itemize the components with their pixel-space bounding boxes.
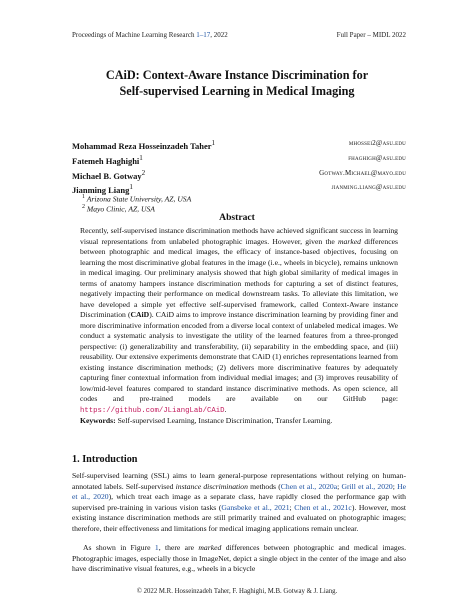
author-name: Mohammad Reza Hosseinzadeh Taher bbox=[72, 140, 212, 151]
author-email: mhossei2@asu.edu bbox=[348, 139, 406, 147]
running-header-left bbox=[72, 31, 228, 39]
citation-link[interactable]: Chen et al., 2021c bbox=[294, 502, 352, 512]
affiliation-text: Mayo Clinic, AZ, USA bbox=[86, 204, 155, 214]
header-year: , 2022 bbox=[210, 31, 228, 39]
affiliation-text: Arizona State University, AZ, USA bbox=[86, 194, 192, 204]
github-link[interactable]: https://github.com/JLiangLab/CAiD bbox=[80, 406, 225, 415]
author-2 bbox=[72, 154, 406, 166]
abstract-text: differences between photographic and medical images, the efficacy of instance-based objectives, focusing on learning the most discriminative global features in the image (i.e., wheels in bicycle), remains unknown in medical imaging. Our preliminary analysis showed that high global similarity of medical images in terms of anatomy hampers instance discrimination methods for capturing a set of distinct features, negatively impacting their performance on medical downstream tasks. To alleviate this limitation, we have developed a simple yet effective self-supervised framework, called Context-Aware instance Discrimination ( bbox=[80, 236, 398, 319]
abstract-text: . bbox=[224, 404, 227, 414]
paper-title bbox=[40, 68, 434, 99]
keywords-label: Keywords: bbox=[80, 416, 116, 425]
author-3 bbox=[72, 169, 406, 181]
author-email: jianming.liang@asu.edu bbox=[331, 183, 406, 191]
paragraph-emphasis: marked bbox=[198, 543, 222, 552]
title-line-2: Self-supervised Learning in Medical Imaging bbox=[119, 83, 355, 98]
affiliation-1 bbox=[82, 194, 191, 204]
author-affiliation-mark: 1 bbox=[129, 183, 133, 191]
author-name: Michael B. Gotway bbox=[72, 170, 142, 181]
author-name: Jianming Liang bbox=[72, 184, 130, 195]
header-venue: Proceedings of Machine Learning Research bbox=[72, 31, 197, 39]
citation-separator: ; bbox=[392, 481, 398, 491]
section-heading: 1. Introduction bbox=[72, 454, 138, 465]
affiliation-mark: 1 bbox=[82, 194, 85, 200]
paragraph-text: ), which treat each image as a separate class, have rapidly closed the performance gap with supervised pre-training in various vision tasks ( bbox=[72, 492, 407, 512]
abstract-acronym: CAiD bbox=[130, 310, 150, 319]
citation-link[interactable]: Grill et al., 2020 bbox=[341, 481, 393, 491]
paragraph-emphasis: instance discrimination bbox=[175, 481, 248, 491]
title-line-1: CAiD: Context-Aware Instance Discrimination for bbox=[105, 68, 369, 82]
abstract-body bbox=[80, 226, 398, 427]
keywords-text: Self-supervised Learning, Instance Discrimination, Transfer Learning. bbox=[115, 416, 333, 425]
intro-paragraph-1 bbox=[72, 471, 406, 534]
citation-separator: ; bbox=[337, 481, 342, 491]
running-header-right: Full Paper – MIDL 2022 bbox=[336, 31, 406, 39]
header-pages-link[interactable]: 1–17 bbox=[196, 31, 211, 39]
author-email: Gotway.Michael@mayo.edu bbox=[319, 169, 406, 177]
author-affiliation-mark: 2 bbox=[141, 169, 146, 177]
abstract-text: ). CAiD aims to improve instance discrimination learning by providing finer and more discriminative information encoded from a diverse local context of unlabeled medical images. We conduct a systematic analysis to investigate the utility of the learned features from a three-pronged perspective: (i) generalizability and transferability, (ii) separability in the embedding space, and (iii) reusability. Our extensive experiments demonstrate that CAiD (1) enriches representations learned from existing instance discrimination methods; (2) delivers more discriminative features by adequately capturing finer contextual information from individual medial images; and (3) improves reusability of low/mid-level features compared to standard instance discriminative methods. As open science, all codes and pre-trained models are available on our GitHub page: bbox=[80, 310, 398, 403]
citation-link[interactable]: Chen et al., 2020a bbox=[280, 481, 338, 491]
paragraph-text: differences between photographic and medical images. Photographic images, especially those in ImageNet, depict a single object in the center of the image and also have discriminative visual features, e.g., wheels in a bicycle bbox=[72, 543, 406, 573]
author-email: fhaghigh@asu.edu bbox=[348, 154, 406, 162]
paragraph-text: methods ( bbox=[247, 481, 281, 491]
citation-separator: ; bbox=[289, 502, 295, 512]
author-name: Fatemeh Haghighi bbox=[72, 155, 140, 166]
author-affiliation-mark: 1 bbox=[211, 139, 216, 147]
abstract-heading: Abstract bbox=[219, 212, 255, 223]
intro-paragraph-2 bbox=[72, 543, 406, 575]
copyright-footer: © 2022 M.R. Hosseinzadeh Taher, F. Haghighi, M.B. Gotway & J. Liang. bbox=[136, 588, 338, 595]
abstract-text: Recently, self-supervised instance discrimination methods have achieved significant success in learning visual representations from unlabeled photographic images. However, given the bbox=[80, 226, 398, 246]
citation-link[interactable]: Gansbeke et al., 2021 bbox=[221, 502, 290, 512]
citation-link[interactable]: He et al., 2020 bbox=[72, 481, 406, 501]
author-affiliation-mark: 1 bbox=[139, 154, 143, 162]
paragraph-text: , there are bbox=[158, 543, 199, 552]
paragraph-text: ). However, most existing instance discrimination methods are still primarily trained and evaluated on photographic images; therefore, their effectiveness and limitations for medical imaging applications remain unclear. bbox=[72, 502, 406, 533]
paragraph-text: As shown in Figure bbox=[83, 543, 155, 552]
abstract-emphasis: marked bbox=[338, 236, 361, 246]
author-1 bbox=[72, 139, 406, 151]
figure-link[interactable]: 1 bbox=[154, 543, 159, 552]
affiliation-mark: 2 bbox=[82, 204, 85, 210]
paragraph-text: Self-supervised learning (SSL) aims to learn general-purpose representations without relying on human-annotated labels. Self-supervised bbox=[72, 471, 406, 491]
